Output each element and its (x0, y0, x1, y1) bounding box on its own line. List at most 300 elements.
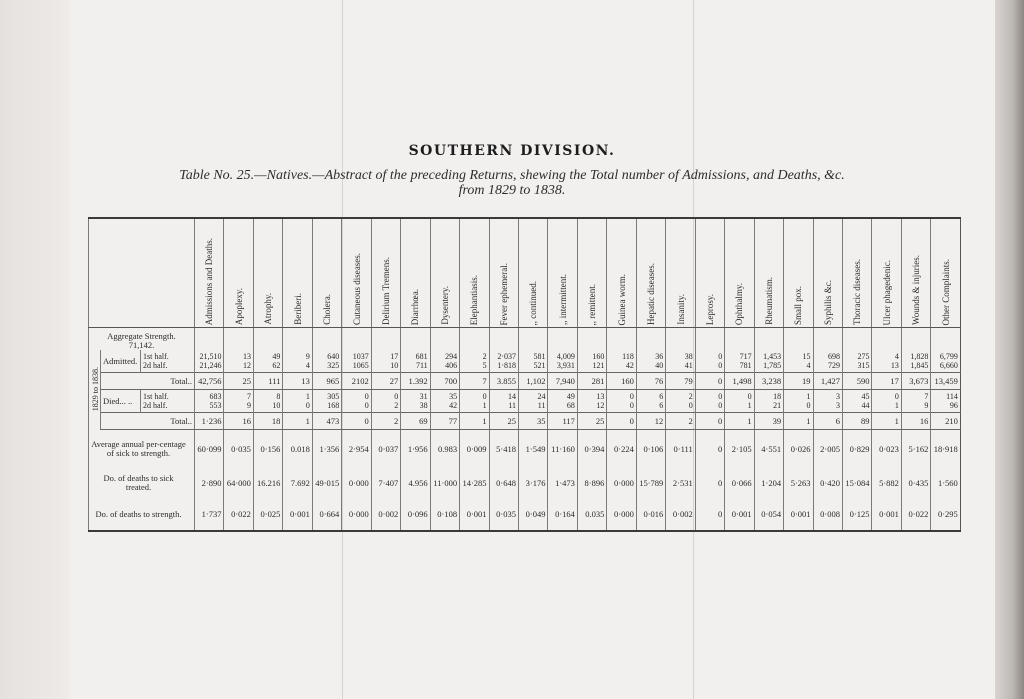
column-header (872, 218, 901, 328)
table-cell: 0.018 (283, 430, 312, 468)
total-label: Total.. (101, 413, 195, 430)
abstract-table (88, 217, 961, 532)
table-cell: 15·084 (843, 468, 872, 499)
cell-second-half: 781 (739, 361, 752, 370)
table-cell: 160 (607, 373, 636, 390)
column-header-label: Fever ephemeral. (498, 262, 509, 325)
cell-first-half: 0 (718, 392, 723, 401)
table-cell (901, 328, 930, 351)
cell-first-half: 2 (688, 392, 693, 401)
table-cell: 0·000 (607, 499, 636, 531)
table-cell: 0·022 (224, 499, 253, 531)
cell-second-half: 0 (688, 401, 693, 410)
percentage-label-cell (89, 430, 195, 468)
table-cell: 49·015 (312, 468, 341, 499)
table-cell: 0 (695, 413, 724, 430)
table-row (89, 413, 961, 430)
cell-first-half: 4,009 (556, 352, 575, 361)
cell-first-half: 31 (419, 392, 428, 401)
table-cell: 2·954 (342, 430, 371, 468)
table-cell: 965 (312, 373, 341, 390)
table-cell (577, 350, 606, 373)
table-cell: 8·896 (577, 468, 606, 499)
table-cell: 18·918 (931, 430, 960, 468)
column-header (430, 218, 459, 328)
table-cell: 1·560 (931, 468, 960, 499)
cell-first-half: 0 (718, 352, 723, 361)
table-cell (901, 350, 930, 373)
cell-second-half: 6,660 (939, 361, 958, 370)
cell-first-half: 9 (305, 352, 310, 361)
table-cell: 18 (253, 413, 282, 430)
table-cell: 5·418 (489, 430, 518, 468)
table-cell: 0·002 (666, 499, 695, 531)
table-cell: 11·160 (548, 430, 577, 468)
table-cell: 473 (312, 413, 341, 430)
cell-first-half: 581 (533, 352, 546, 361)
cell-first-half: 15 (802, 352, 811, 361)
table-cell (607, 328, 636, 351)
table-cell: 0·001 (725, 499, 754, 531)
cell-second-half: 325 (327, 361, 340, 370)
table-cell (253, 350, 282, 373)
table-cell: 0·037 (371, 430, 400, 468)
column-header-label: ,, continued. (528, 280, 539, 325)
table-cell (636, 390, 665, 413)
cell-first-half: 0 (364, 392, 369, 401)
cell-second-half: 315 (857, 361, 870, 370)
cell-second-half: 4 (806, 361, 811, 370)
cell-first-half: 1,828 (910, 352, 929, 361)
table-row (89, 373, 961, 390)
column-header (754, 218, 783, 328)
first-half-label: 1st half. (143, 392, 169, 401)
column-header (519, 218, 548, 328)
table-cell: 0·108 (430, 499, 459, 531)
table-cell: 3,673 (901, 373, 930, 390)
column-header-label: Other Complaints. (940, 258, 951, 325)
table-cell: 1,498 (725, 373, 754, 390)
table-cell: 0·096 (401, 499, 430, 531)
table-cell (636, 350, 665, 373)
cell-second-half: 9 (246, 401, 251, 410)
total-label: Total.. (101, 373, 195, 390)
second-half-label: 2d half. (143, 361, 168, 370)
table-cell: 77 (430, 413, 459, 430)
column-header-label: ,, intermittent. (557, 274, 568, 325)
column-header (253, 218, 282, 328)
column-header-label: Apoplexy. (233, 287, 244, 325)
table-cell (430, 390, 459, 413)
table-caption: Table No. 25.—Natives.—Abstract of the preceding Returns, shewing the Total number of Admissions, and Deaths, &c. (179, 168, 845, 183)
table-cell (460, 350, 489, 373)
table-cell: 5·162 (901, 430, 930, 468)
table-cell: 1 (872, 413, 901, 430)
table-cell: 1·956 (401, 430, 430, 468)
cell-second-half: 11 (537, 401, 546, 410)
half-labels (141, 350, 195, 373)
table-cell: 1·737 (195, 499, 224, 531)
cell-second-half: 68 (566, 401, 575, 410)
cell-first-half: 3 (836, 392, 840, 401)
table-cell (813, 350, 842, 373)
table-cell (548, 390, 577, 413)
table-cell: 0·035 (224, 430, 253, 468)
table-cell: 5·263 (784, 468, 813, 499)
column-header-label: Dysentery. (439, 286, 450, 325)
cell-second-half: 3,931 (556, 361, 575, 370)
table-cell: 4.956 (401, 468, 430, 499)
percentage-label: Average annual per-centage of sick to strength. (91, 438, 186, 458)
table-cell: 0·664 (312, 499, 341, 531)
cell-second-half: 62 (272, 361, 281, 370)
table-cell: 89 (843, 413, 872, 430)
column-header-label: Wounds & injuries. (911, 254, 922, 325)
table-cell: 13,459 (931, 373, 960, 390)
table-cell (430, 350, 459, 373)
second-half-label: 2d half. (143, 401, 168, 410)
table-cell: 0·164 (548, 499, 577, 531)
table-cell: 35 (519, 413, 548, 430)
table-cell: 0·002 (371, 499, 400, 531)
cell-first-half: 275 (857, 352, 870, 361)
table-cell: 12 (636, 413, 665, 430)
division-heading: SOUTHERN DIVISION. (408, 143, 616, 159)
cell-first-half: 1,453 (763, 352, 782, 361)
table-cell (401, 350, 430, 373)
column-header-label: Cholera. (322, 294, 333, 325)
table-cell: 3.855 (489, 373, 518, 390)
table-cell (489, 390, 518, 413)
column-header (695, 218, 724, 328)
cell-second-half: 521 (533, 361, 546, 370)
table-cell: 1,427 (813, 373, 842, 390)
table-cell (931, 390, 960, 413)
column-header (489, 218, 518, 328)
cell-first-half: 294 (445, 352, 458, 361)
cell-first-half: 36 (655, 352, 664, 361)
cell-second-half: 121 (592, 361, 605, 370)
cell-second-half: 1 (482, 401, 487, 410)
table-cell (371, 328, 400, 351)
table-cell: 210 (931, 413, 960, 430)
table-cell (253, 328, 282, 351)
table-caption-years: from 1829 to 1838. (458, 183, 566, 198)
table-cell: 1·549 (519, 430, 548, 468)
table-cell (460, 328, 489, 351)
table-cell: 2 (371, 413, 400, 430)
cell-first-half: 160 (592, 352, 605, 361)
table-cell: 0·008 (813, 499, 842, 531)
table-cell: 0·000 (342, 499, 371, 531)
table-cell: 6 (813, 413, 842, 430)
column-header-label: Ulcer phagedenic. (881, 259, 892, 325)
table-cell (548, 350, 577, 373)
table-cell: 700 (430, 373, 459, 390)
table-cell: 0 (695, 373, 724, 390)
table-cell: 0·394 (577, 430, 606, 468)
cell-second-half: 2 (394, 401, 399, 410)
cell-first-half: 0 (629, 392, 634, 401)
table-cell (607, 350, 636, 373)
table-cell: 7.692 (283, 468, 312, 499)
cell-second-half: 711 (415, 361, 428, 370)
table-cell: 16.216 (253, 468, 282, 499)
years-label: 1829 to 1838. (91, 366, 100, 411)
cell-second-half: 553 (209, 401, 222, 410)
table-cell (901, 390, 930, 413)
table-cell (312, 328, 341, 351)
table-cell (725, 328, 754, 351)
table-cell: 0.983 (430, 430, 459, 468)
column-header-label: Diarrhœa. (410, 288, 421, 325)
column-header (342, 218, 371, 328)
cell-second-half: 0 (718, 401, 723, 410)
table-cell: 1,102 (519, 373, 548, 390)
cell-first-half: 7 (246, 392, 251, 401)
table-cell: 1·236 (195, 413, 224, 430)
table-cell (872, 390, 901, 413)
table-cell: 11·000 (430, 468, 459, 499)
table-cell: 1·473 (548, 468, 577, 499)
cell-second-half: 1·818 (497, 361, 517, 370)
table-cell (283, 328, 312, 351)
column-header (636, 218, 665, 328)
cell-second-half: 96 (949, 401, 958, 410)
table-cell: 0·026 (784, 430, 813, 468)
cell-first-half: 8 (276, 392, 281, 401)
cell-first-half: 7 (924, 392, 929, 401)
cell-first-half: 45 (861, 392, 870, 401)
table-cell (843, 390, 872, 413)
cell-second-half: 0 (629, 401, 634, 410)
table-cell: 64·000 (224, 468, 253, 499)
table-cell: 25 (489, 413, 518, 430)
table-cell (754, 390, 783, 413)
cell-second-half: 6 (659, 401, 664, 410)
cell-first-half: 21,510 (199, 352, 222, 361)
table-cell: 0 (607, 413, 636, 430)
table-cell: 19 (784, 373, 813, 390)
column-header (931, 218, 960, 328)
table-cell (607, 390, 636, 413)
cell-first-half: 18 (773, 392, 782, 401)
column-header-label: Small pox. (793, 285, 804, 325)
column-header (901, 218, 930, 328)
table-cell: 0·125 (843, 499, 872, 531)
table-cell: 0·648 (489, 468, 518, 499)
table-cell (401, 390, 430, 413)
table-cell: 17 (872, 373, 901, 390)
column-header-label: Cutaneous diseases. (351, 253, 362, 325)
table-cell (725, 390, 754, 413)
cell-second-half: 0 (364, 401, 369, 410)
table-cell: 0·066 (725, 468, 754, 499)
strength-label: Aggregate Strength. (107, 331, 176, 341)
column-header-label: Ophthalmy. (734, 282, 745, 325)
column-header (784, 218, 813, 328)
cell-second-half: 42 (449, 401, 458, 410)
table-cell (519, 390, 548, 413)
table-cell: 0·025 (253, 499, 282, 531)
cell-first-half: 717 (739, 352, 752, 361)
table-cell (784, 328, 813, 351)
table-cell: 0·829 (843, 430, 872, 468)
cell-first-half: 640 (327, 352, 340, 361)
table-cell (283, 350, 312, 373)
table-cell (636, 328, 665, 351)
table-cell: 16 (901, 413, 930, 430)
cell-second-half: 41 (684, 361, 693, 370)
table-cell (548, 328, 577, 351)
table-cell (342, 390, 371, 413)
column-header (312, 218, 341, 328)
cell-first-half: 681 (415, 352, 428, 361)
table-cell (784, 350, 813, 373)
strength-label-cell (89, 328, 195, 351)
table-cell (519, 328, 548, 351)
cell-first-half: 683 (209, 392, 222, 401)
cell-first-half: 0 (747, 392, 752, 401)
table-cell: 0.035 (577, 499, 606, 531)
table-cell (195, 390, 224, 413)
table-cell: 0·000 (607, 468, 636, 499)
column-header-label: Elephantiasis. (469, 274, 480, 325)
cell-first-half: 1037 (352, 352, 369, 361)
column-header (224, 218, 253, 328)
table-cell (371, 390, 400, 413)
cell-first-half: 1 (806, 392, 811, 401)
column-header (725, 218, 754, 328)
table-cell: 3·176 (519, 468, 548, 499)
table-cell: 0·009 (460, 430, 489, 468)
table-row (89, 390, 961, 413)
table-cell: 0 (695, 468, 724, 499)
table-cell (195, 350, 224, 373)
cell-second-half: 406 (445, 361, 458, 370)
half-labels (141, 390, 195, 413)
cell-first-half: 6,799 (939, 352, 958, 361)
table-cell: 7 (460, 373, 489, 390)
table-cell: 0·106 (636, 430, 665, 468)
table-cell (224, 328, 253, 351)
column-header (283, 218, 312, 328)
table-cell: 76 (636, 373, 665, 390)
table-cell: 0 (342, 413, 371, 430)
table-cell: 0·001 (784, 499, 813, 531)
table-cell: 1.392 (401, 373, 430, 390)
table-cell (931, 328, 960, 351)
table-cell: 27 (371, 373, 400, 390)
table-cell (695, 390, 724, 413)
table-cell (312, 350, 341, 373)
cell-first-half: 0 (394, 392, 399, 401)
cell-second-half: 1 (747, 401, 752, 410)
table-cell: 0·001 (460, 499, 489, 531)
cell-second-half: 12 (242, 361, 251, 370)
column-header (548, 218, 577, 328)
table-cell: 16 (224, 413, 253, 430)
table-cell: 7·407 (371, 468, 400, 499)
admitted-label: Admitted. (101, 350, 141, 373)
table-cell (666, 350, 695, 373)
table-cell: 14·285 (460, 468, 489, 499)
column-header (813, 218, 842, 328)
died-label: Died... .. (101, 390, 141, 413)
table-cell (843, 328, 872, 351)
column-header-label: Guinea worm. (616, 273, 627, 325)
table-cell: 0·001 (872, 499, 901, 531)
cell-second-half: 1,845 (910, 361, 929, 370)
table-cell (460, 390, 489, 413)
column-header (371, 218, 400, 328)
percentage-label: Do. of deaths to sick treated. (103, 473, 174, 492)
cell-first-half: 24 (537, 392, 546, 401)
table-cell: 1 (460, 413, 489, 430)
percentage-label-cell (89, 468, 195, 499)
table-cell (872, 328, 901, 351)
cell-second-half: 729 (828, 361, 840, 370)
table-row (89, 468, 961, 499)
table-cell (401, 328, 430, 351)
table-cell: 13 (283, 373, 312, 390)
table-cell: 0·016 (636, 499, 665, 531)
cell-second-half: 21,246 (199, 361, 222, 370)
cell-second-half: 44 (861, 401, 870, 410)
table-cell (931, 350, 960, 373)
table-cell: 1·204 (754, 468, 783, 499)
column-header (401, 218, 430, 328)
cell-second-half: 9 (924, 401, 929, 410)
table-cell: 111 (253, 373, 282, 390)
cell-second-half: 1065 (352, 361, 369, 370)
table-cell: 39 (754, 413, 783, 430)
table-cell: 2·005 (813, 430, 842, 468)
table-cell (695, 328, 724, 351)
table-cell (754, 328, 783, 351)
table-cell: 590 (843, 373, 872, 390)
cell-second-half: 0 (305, 401, 310, 410)
percentage-label: Do. of deaths to strength. (95, 508, 182, 519)
table-cell (784, 390, 813, 413)
table-cell: 0·156 (253, 430, 282, 468)
years-cell (89, 350, 101, 430)
table-cell: 0·420 (813, 468, 842, 499)
column-header (607, 218, 636, 328)
table-cell: 42,756 (195, 373, 224, 390)
cell-first-half: 49 (272, 352, 281, 361)
cell-second-half: 3 (836, 401, 840, 410)
table-cell (195, 328, 224, 351)
cell-second-half: 0 (718, 361, 723, 370)
column-header (843, 218, 872, 328)
table-cell (342, 350, 371, 373)
table-cell (813, 390, 842, 413)
table-cell (813, 328, 842, 351)
table-cell: 0·022 (901, 499, 930, 531)
table-cell: 2102 (342, 373, 371, 390)
table-cell: 0·054 (754, 499, 783, 531)
table-corner-cell (89, 218, 195, 328)
column-header (577, 218, 606, 328)
cell-first-half: 698 (828, 352, 840, 361)
table-cell: 15·789 (636, 468, 665, 499)
cell-second-half: 11 (508, 401, 517, 410)
column-header-label: Syphilis &c. (822, 279, 833, 325)
cell-second-half: 5 (482, 361, 487, 370)
table-cell: 5·882 (872, 468, 901, 499)
table-cell: 0·035 (489, 499, 518, 531)
